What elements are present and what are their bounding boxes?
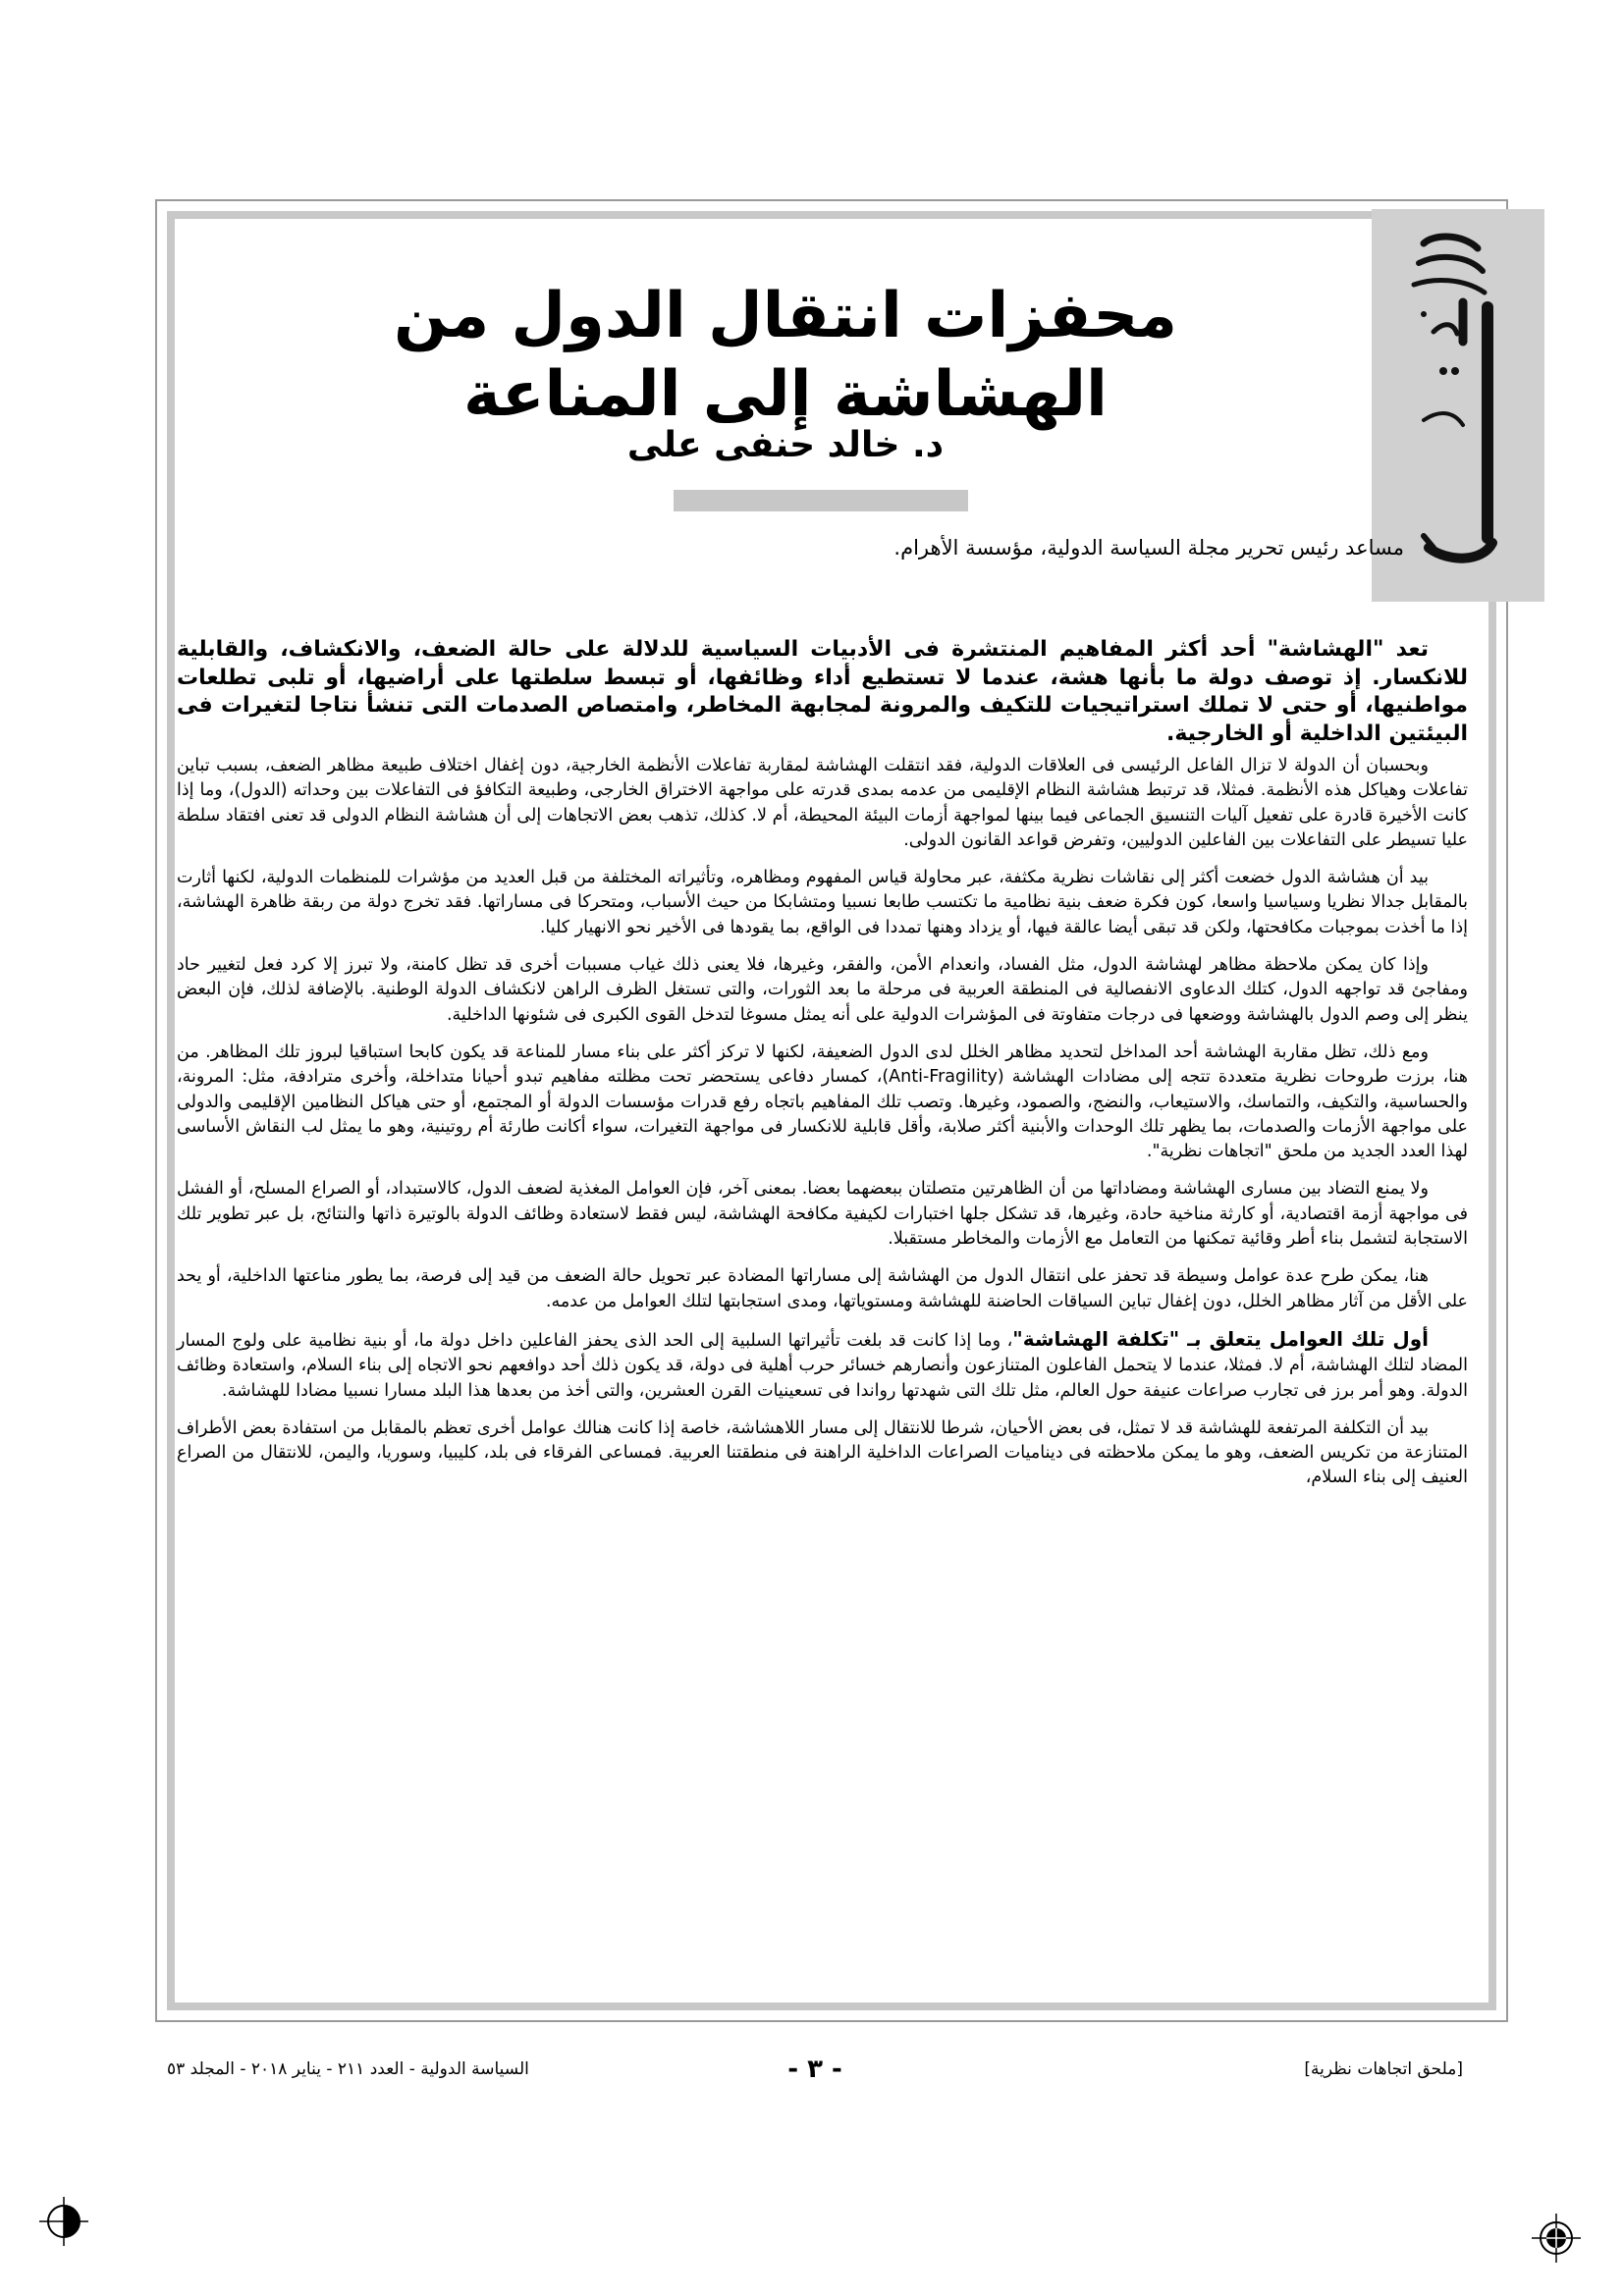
- lead-paragraph: تعد "الهشاشة" أحد أكثر المفاهيم المنتشرة فى الأدبيات السياسية للدلالة على حالة الضعف، والانكشاف، والقابلية للانكسار. إذ توصف دولة ما بأنها هشة، عندما لا تستطيع أداء وظائفها، أو تبسط سلطتها على أراضيها، أو تلبى تطلعات مواطنيها، أو حتى لا تملك استراتيجيات للتكيف والمرونة لمجابهة المخاطر، وامتصاص الصدمات التى تنشأ نتاجا لتغيرات فى البيئتين الداخلية أو الخارجية.: [177, 637, 1468, 746]
- body-paragraph-8: بيد أن التكلفة المرتفعة للهشاشة قد لا تمثل، فى بعض الأحيان، شرطا للانتقال إلى مسار اللاهشاشة، خاصة إذا كانت هنالك عوامل أخرى تعظم بالمقابل من استفادة بعض الأطراف المتنازعة من تكريس الضعف، وهو ما يمكن ملاحظته فى ديناميات الصراعات الداخلية الراهنة فى منطقتنا العربية. فمساعى الفرقاء فى بلد، كليبيا، وسوريا، واليمن، للانتقال من الصراع العنيف إلى بناء السلام،: [177, 1417, 1468, 1488]
- body-paragraph-6: هنا، يمكن طرح عدة عوامل وسيطة قد تحفز على انتقال الدول من الهشاشة إلى مساراتها المضادة عبر تحويل حالة الضعف من قيد إلى فرصة، بما يطور مناعتها الداخلية، أو يحد على الأقل من آثار مظاهر الخلل، دون إغفال تباين السياقات الحاضنة للهشاشة ومستوياتها، ومدى استجابتها لتلك العوامل من عدمه.: [177, 1266, 1468, 1311]
- factor-heading: أول تلك العوامل يتعلق بـ "تكلفة الهشاشة": [1012, 1326, 1429, 1351]
- footer-journal: السياسة الدولية - العدد ٢١١ - يناير ٢٠١٨ - المجلد ٥٣: [167, 2059, 529, 2079]
- body-paragraph-4: ومع ذلك، تظل مقاربة الهشاشة أحد المداخل لتحديد مظاهر الخلل لدى الدول الضعيفة، لكنها لا تركز أكثر على بناء مسار للمناعة قد يكون كابحا استباقيا لبروز تلك المظاهر. من هنا، برزت طروحات نظرية متعددة تتجه إلى مضادات الهشاشة (Anti-Fragility)، كمسار دفاعى يستحضر تحت مظلته مفاهيم تبدو أحيانا متداخلة، وأخرى مترادفة، مثل: المرونة، والحساسية، والتكيف، والتماسك، والاستيعاب، والنضج، والصمود، وغيرها. وتصب تلك المفاهيم باتجاه رفع قدرات مؤسسات الدولة أو المجتمع، أو حتى هياكل النظامين الإقليمى والدولى على مواجهة الأزمات والصدمات، بما يظهر تلك الوحدات والأبنية أكثر صلابة، وأقل قابلية للانكسار فى مواجهة التغيرات، سواء أكانت طارئة أم روتينية، وهو ما يمثل لب النقاش الأساسى لهذا العدد الجديد من ملحق "اتجاهات نظرية".: [177, 1041, 1468, 1162]
- author-name: د. خالد حنفى على: [626, 425, 945, 465]
- author-divider: [674, 490, 968, 511]
- body-paragraph-3: وإذا كان يمكن ملاحظة مظاهر لهشاشة الدول، مثل الفساد، وانعدام الأمن، والفقر، وغيرها، فلا يعنى ذلك غياب مسببات أخرى قد تظل كامنة، ولا تبرز إلا كرد فعل لتغيير حاد ومفاجئ قد تواجهه الدول، كتلك الدعاوى الانفصالية فى المنطقة العربية فى مرحلة ما بعد الثورات، والتى تستغل الظرف الراهن لانكشاف الدولة الوطنية. بالإضافة لذلك، فإن البعض ينظر إلى وصم الدول بالهشاشة ووضعها فى درجات متفاوتة فى المؤشرات الدولية على أنه يمثل مسوغا لتدخل القوى الكبرى فى شئونها الداخلية.: [177, 955, 1468, 1025]
- body-paragraph-7: [177, 1327, 1468, 1404]
- page-number: - ٣ -: [787, 2055, 842, 2084]
- author-affiliation: مساعد رئيس تحرير مجلة السياسة الدولية، مؤسسة الأهرام.: [893, 536, 1404, 560]
- article-title: محفزات انتقال الدول من الهشاشة إلى المناعة: [394, 280, 1177, 431]
- footer-supplement: [ملحق اتجاهات نظرية]: [1304, 2059, 1463, 2079]
- article-body: [177, 636, 1468, 1504]
- calligraphy-ornament-icon: [1394, 224, 1512, 577]
- body-paragraph-2: بيد أن هشاشة الدول خضعت أكثر إلى نقاشات نظرية مكثفة، عبر محاولة قياس المفهوم ومظاهره، وتأثيراته المختلفة من قبل العديد من مؤشرات للمنظمات الدولية، لكنها أثارت بالمقابل جدالا نظريا وسياسيا واسعا، كون فكرة ضعف بنية نظامية ما تكتسب طابعا نسبيا ومتشابكا من حيث الأسباب، ومتحركا فى مساراتها. فقد تخرج دولة من ربقة ظاهرة الهشاشة، إذا ما أخذت بموجبات مكافحتها، ولكن قد تبقى أيضا عالقة فيها، أو يزداد وهنها تمددا فى الواقع، بما يقودها فى الأخير نحو الانهيار كليا.: [177, 868, 1468, 937]
- factor-text: ، وما إذا كانت قد بلغت تأثيراتها السلبية إلى الحد الذى يحفز الفاعلين داخل دولة ما، أو بنية نظامية على ولوج المسار المضاد لتلك الهشاشة، أم لا. فمثلا، عندما لا يتحمل الفاعلون المتنازعون وأنصارهم خسائر حرب أهلية فى دولة، قد يكون ذلك أحد دوافعهم نحو الاتجاه إلى بناء السلام، واستعادة وظائف الدولة. وهو أمر برز فى تجارب صراعات عنيفة حول العالم، مثل تلك التى شهدتها رواندا فى تسعينيات القرن العشرين، والتى أخذ من بعدها هذا البلد مسارا نسبيا مضادا للهشاشة.: [177, 1330, 1468, 1401]
- registration-mark-right-icon: [1532, 2214, 1581, 2263]
- body-paragraph-1: وبحسبان أن الدولة لا تزال الفاعل الرئيسى فى العلاقات الدولية، فقد انتقلت الهشاشة لمقاربة تفاعلات الأنظمة الخارجية، دون إغفال اختلاف طبيعة مظاهر الضعف، بسبب تباين تفاعلات وهياكل هذه الأنظمة. فمثلا، قد ترتبط هشاشة النظام الإقليمى من عدمه بمدى قدرته على مواجهة الاختراق الخارجى، وطبيعة التكافؤ فى التفاعلات بين وحداته (الدول)، وما إذا كانت الأخيرة قادرة على تفعيل آليات التنسيق الجماعى فيما بينها لمواجهة أزمات البيئة المحيطة، أم لا. كذلك، تذهب بعض الاتجاهات إلى أن هشاشة النظام الدولى قد تعنى افتقاد سلطة عليا تسيطر على التفاعلات بين الفاعلين الدوليين، وتفرض قواعد القانون الدولى.: [177, 756, 1468, 850]
- body-paragraph-5: ولا يمنع التضاد بين مسارى الهشاشة ومضاداتها من أن الظاهرتين متصلتان ببعضهما بعضا. بمعنى آخر، فإن العوامل المغذية لضعف الدول، كالاستبداد، أو الصراع المسلح، أو الفشل فى مواجهة أزمة اقتصادية، أو كارثة مناخية حادة، وغيرها، قد تشكل جلها اختبارات لكيفية مكافحة الهشاشة، ليس فقط لاستعادة وظائف الدولة بالوتيرة ذاتها والنتائج، بل عبر تطوير تلك الاستجابة لتشمل بناء أطر وقائية تمكنها من التعامل مع الأزمات والمخاطر مستقبلا.: [177, 1179, 1468, 1250]
- registration-mark-left-icon: [39, 2197, 88, 2246]
